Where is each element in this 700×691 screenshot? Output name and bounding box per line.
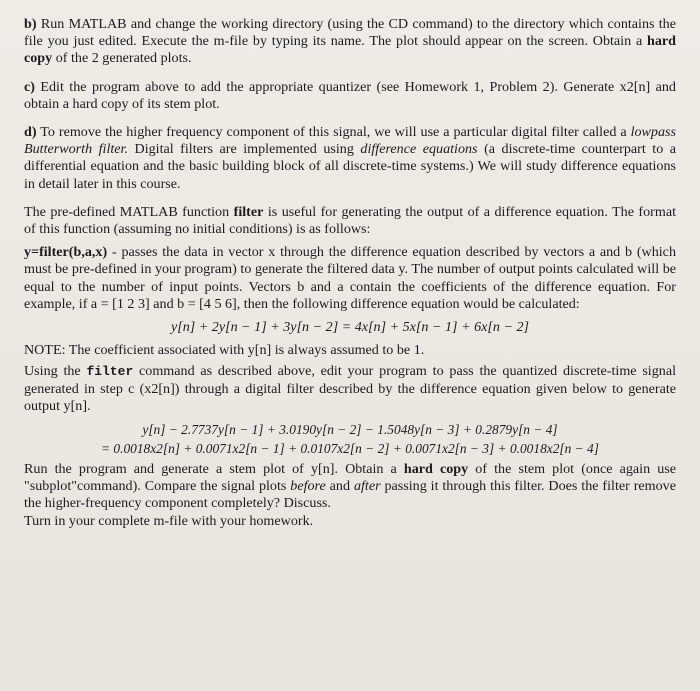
part-d-text: - passes the data in vector x through the difference equation described by vectors a and b (which must be pre-defined in your program) to generate the filtered data y. The number of output points calculated will be equal to the number of input points. Vectors b and a contain the coefficients of the difference equation. For example, if a = [1 2 3] and b = [4 5 6], then the following difference equation would be calculated:	[24, 244, 676, 312]
part-d-text: Digital filters are implemented using	[134, 141, 354, 158]
part-c-paragraph	[24, 79, 676, 113]
part-d-italic-difference-equations: difference equations	[360, 141, 478, 158]
part-d-text: passing it through this filter. Does the filter remove the higher-frequency component completely? Discuss.	[24, 478, 676, 512]
part-d-italic-filter-name: lowpass Butterworth filter.	[24, 124, 676, 158]
filter-equation-rhs: = 0.0018x2[n] + 0.0071x2[n − 1] + 0.0107x2[n − 2] + 0.0071x2[n − 3] + 0.0018x2[n − 4]	[101, 441, 599, 457]
part-d-text: To remove the higher frequency component of this signal, we will use a particular digital filter called a	[40, 124, 627, 141]
part-d-text: and	[329, 478, 351, 495]
part-d-paragraph-6: Turn in your complete m-file with your homework.	[24, 512, 314, 529]
filter-syntax: y=filter(b,a,x)	[24, 244, 108, 261]
part-d-text: of the stem plot (once again use "subplot"command). Compare the signal plots	[24, 461, 677, 495]
part-b-label: b)	[24, 16, 37, 32]
part-d-text: Run the program and generate a stem plot of y[n]. Obtain a	[24, 461, 397, 478]
part-b-text-2: of the 2 generated plots.	[55, 50, 192, 67]
part-d-paragraph-4	[24, 363, 676, 415]
part-c-text-1: Edit the program above to add the appropriate quantizer (see Homework 1, Problem 2). Generate x2[n] and obtain a hard copy of its stem plot.	[24, 78, 676, 112]
difference-equation-example: y[n] + 2y[n − 1] + 3y[n − 2] = 4x[n] + 5x[n − 1] + 6x[n − 2]	[170, 319, 530, 336]
after-italic: after	[353, 478, 381, 495]
part-b-text-1: Run MATLAB and change the working directory (using the CD command) to the directory which contains the file you just edited. Execute the m-file by typing its name. The plot should appear on the screen. Obtain a	[24, 16, 676, 50]
part-d-paragraph-1	[24, 124, 676, 193]
part-c-label: c)	[24, 78, 35, 95]
filter-equation-lhs: y[n] − 2.7737y[n − 1] + 3.0190y[n − 2] − 1.5048y[n − 3] + 0.2879y[n − 4]	[142, 422, 558, 438]
note-text: NOTE: The coefficient associated with y[n] is always assumed to be 1.	[24, 342, 425, 359]
part-d-text: is useful for generating the output of a difference equation. The format of this function (assuming no initial conditions) is as follows:	[24, 203, 676, 238]
filter-command-code: filter	[86, 364, 134, 380]
part-d-label: d)	[24, 124, 37, 141]
part-d-text: Using the	[24, 363, 81, 380]
part-b-bold-1: hard copy	[24, 33, 676, 67]
part-b-paragraph	[24, 16, 676, 68]
part-d-paragraph-5	[24, 461, 676, 513]
part-d-paragraph-2	[24, 204, 676, 238]
filter-function-name: filter	[233, 203, 264, 220]
part-d-text: The pre-defined MATLAB function	[24, 203, 230, 220]
hard-copy-bold: hard copy	[403, 461, 469, 478]
part-d-text: (a discrete-time counterpart to a differential equation and the basic building block of all discrete-time systems.) We will study difference equations in detail later in this course.	[24, 141, 676, 192]
part-d-paragraph-3	[24, 244, 676, 313]
part-d-text: command as described above, edit your program to pass the quantized discrete-time signal generated in step c (x2[n]) through a digital filter described by the difference equation given below to generate output y[n].	[24, 363, 676, 414]
before-italic: before	[290, 478, 326, 495]
